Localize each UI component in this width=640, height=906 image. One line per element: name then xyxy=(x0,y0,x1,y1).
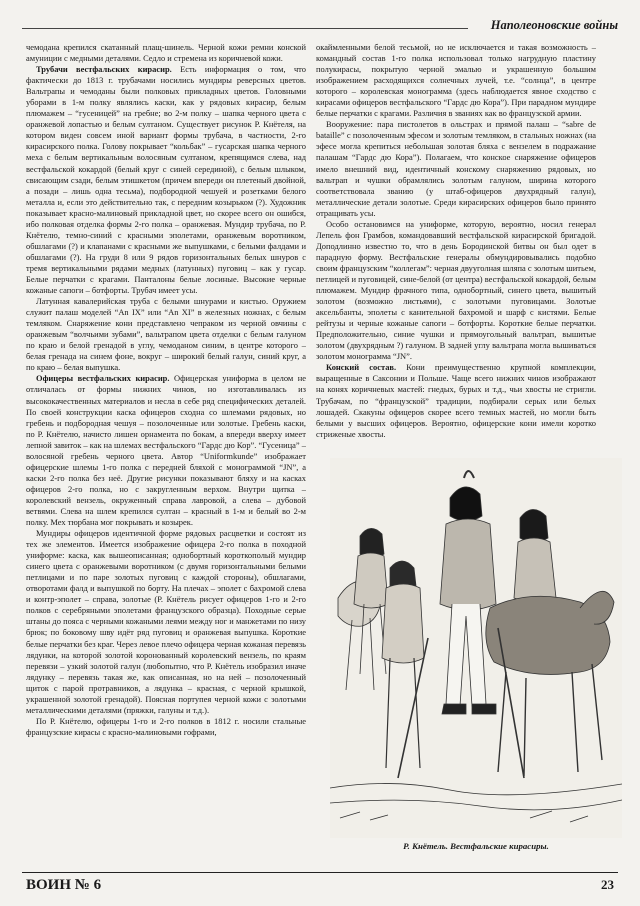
subheading-officers: Офицеры вестфальских кирасир. xyxy=(36,373,170,384)
paragraph: Особо остановимся на униформе, которую, вероятно, носил генерал Лепель фон Грамбов, командовавший вестфальской кирасирской бригадой. Доподлинно известно то, что в день Бородинской битвы он был одет в парадную форму. Вестфальские генералы обмундировывались подобно своим французским “коллегам”: черная двууголная шляпа с золотым шитьем, петлицей и пуговицей, сине-белой (от центра) вестфальской кокардой, белым плюмажем. Мундир фрачного типа, однобортный, синего цвета, вышитый золотом (возможно листьями), с золотыми пуговицами. Золотые аксельбанты, эполеты с канительной бахромой и шарф с кистями. Белые рейтузы и черные кожаные сапоги – ботфорты. Короткие белые перчатки. Предположительно, синие чушки и прямоугольный вальтрап, вышитые золотом (двухрядным ?) галуном. В задней углу вальтрапа могла вышиваться золотом монограмма “JN”. xyxy=(316,218,596,362)
paragraph: Вооружение: пара пистолетов в ольстрах и прямой палаш – “sabre de bataille” с позолоченным эфесом и золотым темляком, в стальных ножнах (на эфесе могла крепиться небольшая золотая бляха с вензелем в подражание палашам “Гардс дю Кора”). Полагаем, что конское снаряжение офицеров имело внешний вид, идентичный конскому снаряжению рядовых, но вальтрап и чушки обрамлялись золотым галуном, ширина которого соответствовала званию (у штаб-офицеров двухрядный галун), металлические детали золотые. Среди кирасирских офицеров было принято отращивать усы. xyxy=(316,119,596,218)
running-header xyxy=(22,16,618,38)
left-text-column xyxy=(26,42,306,867)
page-number: 23 xyxy=(601,877,614,892)
paragraph: По Р. Кнётелю, офицеры 1-го и 2-го полков в 1812 г. носили стальные французские кирасы с красно-малиновыми гофрами, xyxy=(26,715,306,737)
paragraph: Конский состав. Кони преимущественно крупной комплекции, выращенные в Саксонии и Польше. Чаще всего нижних чинов изображают на конях коричневых мастей: гнедых, бурых и т.д., чьи хвосты не стригли. Трубачам, по “французской” традиции, подбирали серых или белых лошадей. Скакуны офицеров скорее всего темных мастей, но могли быть белыми у высших офицеров. Вероятно, офицерские кони имели коротко стриженые хвосты. xyxy=(316,362,596,439)
paragraph: окаймленными белой тесьмой, но не исключается и такая возможность – командный состав 1-го полка использовал только нагрудную пластину полукирасы, покрытую черной эмалью и украшенную большим изображением расходящихся солнечных лучей, т.е. “солнца”, в центре которого – королевская монограмма (здесь наблюдается явное сходство с кирасами офицеров вестфальского “Гардс дю Кора”). При парадном мундире белые перчатки с крагами. Различия в званиях как во французской армии. xyxy=(316,42,596,119)
section-title: Наполеоновские войны xyxy=(490,18,618,32)
paragraph: Офицеры вестфальских кирасир. Офицерская униформа в целом не отличалась от формы нижних чинов, но изготавливалась из высококачественных материалов и несла в себе ряд специфических деталей. По своей конструкции каска офицеров сходна со шлемами рядовых, но гребень и подбородная чешуя – позолоченные или золотые. Гребень каски, по Р. Кнётелю, начисто лишен орнамента по бокам, а впереди вверху имеет лепной завиток – как на шлемах вестфальского “Гардс дю Кор”. “Гусеница” – волосяной гребень черного цвета. Автор “Uniformkunde” изображает офицерские шлемы 1-го полка с передней бляхой с монограммой “JN”, а каски 2-го полка без неё. Другие рисунки показывают бляху и на касках офицеров 2-го полка, но с закругленным верхом. Внутри щитка – королевский вензель, окруженный справа лавровой, а слева – дубовой ветвями. Слева на шлем крепился султан – красный в 1-м и белый во 2-м полку. Мех тюрбана мог покрывать и козырек. xyxy=(26,373,306,528)
right-text-column xyxy=(316,42,596,452)
paragraph: Мундиры офицеров идентичной форме рядовых расцветки и состоят из тех же элементов. Имеется изображение офицера 2-го полка в походной униформе: каска, как вышеописанная; однобортный короткополый мундир синего цвета с оранжевыми воротником (с двумя горизонтальными белыми петлицами и по паре золотых пуговиц с каждой стороны), обшлагами, отворотами фалд и выпушкой по борту. На плечах – эполет с бахромой слева и контр-эполет – справа, золотые (Р. Кнётель рисует офицеров 1-го и 2-го полков с серебряными эполетами французского образца). Походные серые штаны до пояса с черными кожаными леями между ног и манжетами по низу брюк; по боковому шву идёт ряд пуговиц и оранжевая выпушка. Короткие белые перчатки без краг. Через левое плечо офицера черная кожаная перевязь лядунки, на которой золотой коронованный королевский вензель, по краям перевязи – узкий золотой галун (любопытно, что Р. Кнётель изобразил иначе лядунку – перевязь такая же, как описанная, но на ней – позолоченный щиток с парой протравников, а лядунка – красная, с черной крышкой, украшенной золотой гренадой). Поясная портупея черной кожи с золотыми металлическими деталями (пряжки, галуны и т.д.). xyxy=(26,528,306,715)
paragraph: чемодана крепился скатанный плащ-шинель. Черной кожи ремни конской амуниции с медными деталями. Седло и стремена из коричневой кожи. xyxy=(26,42,306,64)
paragraph: Трубачи вестфальских кирасир. Есть информация о том, что фактически до 1813 г. трубачами носились мундиры реверсных цветов. Вальтрапы и чемоданы были полковых прикладных цветов. Головными уборами в 1-м полку являлись каски, как у рядовых кирасир, белым плюмажем – “гусеницей” на гребне; во 2-м полку – шапка черного цвета с оранжевой лопастью и белым султаном. Существует рисунок Р. Кнётеля, на котором виден совсем иной вариант формы трубача, в частности, 2-го кирасирского полка. Голову покрывает “кольбак” – гусарская шапка черного меха с белым вертикальным волосяным султаном, крепящимся слева, над вестфальской кокардой (белый круг с синей серединой), с белым шлыком, свисающим сзади, белым этишкетом (причем впереди он плетеный двойной, а позади – лишь одна тесьма), подбородной чешуей и розетками белого металла и, если это действительно так, с передним козырьком (?). Художник показывает красно-малиновый прикладной цвет, но скорее всего он ошибся, ибо полковая отделка формы 2-го полка – оранжевая. Мундир трубача, по Р. Кнётелю, темно-синий с красными эполетами, оранжевым воротником, обшлагами (?) и клапанами с красными же выпушками, с белыми фалдами и обшлагами (?). На груди 8 или 9 рядов горизонтальных белых шнуров с тремя вертикальными рядами медных (латунных) пуговиц – как у гусар. Белые перчатки с крагами. Панталоны белые лосиные. Высокие черные кожаные сапоги – ботфорты. Трубач имеет усы. xyxy=(26,64,306,296)
header-rule xyxy=(22,28,468,29)
subheading-horses: Конский состав. xyxy=(326,362,397,373)
magazine-title: ВОИН № 6 xyxy=(26,877,102,893)
paragraph: Латунная кавалерийская труба с белыми шнурами и кистью. Оружием служит палаш моделей “An IX” или “An XI” в железных ножнах, с белым темляком. Снаряжение кони представлено чепраком из черной овчины с оранжевым “волчьими зубами”, вальтрапом цвета отделки с белым галуном по краю и белой гренадой в углу, чемоданом синим, в центре которого – белая гренада на синем фоне, вокруг – широкий белый галун, синий круг, а по краю – белая выпушка. xyxy=(26,296,306,373)
subheading-trumpeters: Трубачи вестфальских кирасир. xyxy=(36,64,172,75)
cuirassiers-illustration xyxy=(330,458,622,838)
illustration-caption: Р. Кнётель. Вестфальские кирасиры. xyxy=(403,841,549,851)
page-footer xyxy=(22,872,618,899)
